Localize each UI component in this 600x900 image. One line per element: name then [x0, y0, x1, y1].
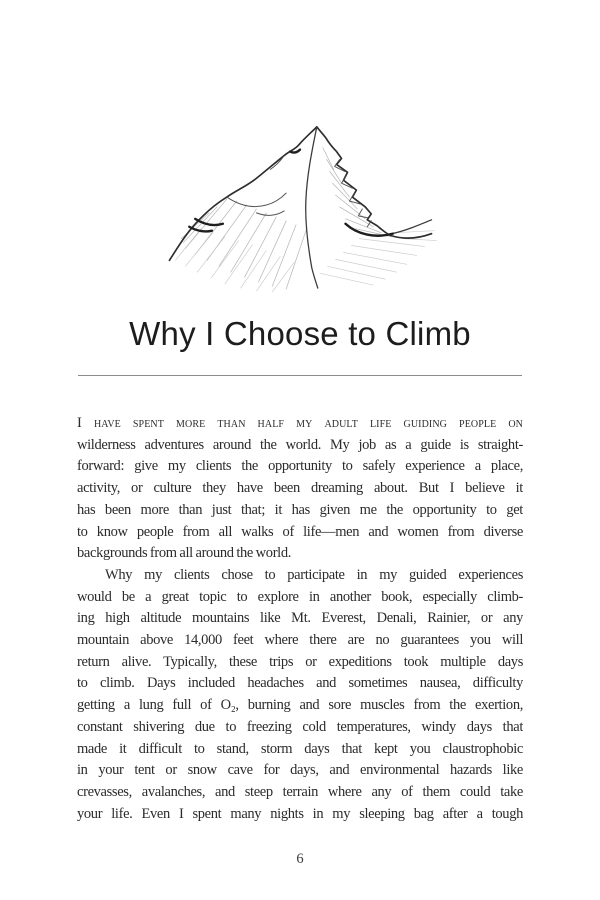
- body-line: Why my clients chose to participate in my guided experiences: [105, 566, 523, 583]
- body-line: forward: give my clients the opportunity to safely experience a place,: [77, 458, 523, 475]
- mountain-outline: [169, 127, 431, 288]
- body-text: [77, 413, 523, 825]
- body-line: wilderness adventures around the world. My job as a guide is straight-: [77, 436, 523, 453]
- body-line: I have spent more than half my adult life guiding people on: [77, 415, 523, 431]
- body-line: crevasses, avalanches, and steep terrain where any of them could take: [77, 783, 523, 800]
- body-line: made it difficult to stand, storm days that kept you claustrophobic: [77, 740, 523, 757]
- body-line: to climb. Days included headaches and sometimes nausea, difficulty: [77, 675, 523, 692]
- body-line: would be a great topic to explore in another book, especially climb-: [77, 588, 523, 605]
- body-line: in your tent or snow cave for days, and environmental hazards like: [77, 762, 523, 779]
- body-line: getting a lung full of O₂, burning and sore muscles from the exertion,: [77, 697, 523, 714]
- mountain-illustration: [160, 114, 440, 292]
- chapter-title: Why I Choose to Climb: [129, 315, 471, 352]
- body-line: return alive. Typically, these trips or expeditions took multiple days: [77, 653, 523, 670]
- body-line: mountain above 14,000 feet where there are no guarantees you will: [77, 632, 523, 649]
- body-line: ing high altitude mountains like Mt. Everest, Denali, Rainier, or any: [77, 610, 523, 627]
- body-line: constant shivering due to freezing cold temperatures, windy days that: [77, 718, 523, 735]
- divider-rule: [78, 375, 522, 376]
- body-line: backgrounds from all around the world.: [77, 545, 292, 562]
- body-line: has been more than just that; it has given me the opportunity to get: [77, 501, 523, 518]
- body-line: your life. Even I spent many nights in my sleeping bag after a tough: [77, 805, 523, 822]
- body-line: activity, or culture they have been dreaming about. But I believe it: [77, 480, 523, 497]
- body-line: to know people from all walks of life—men and women from diverse: [77, 523, 523, 540]
- page-number: 6: [296, 851, 304, 867]
